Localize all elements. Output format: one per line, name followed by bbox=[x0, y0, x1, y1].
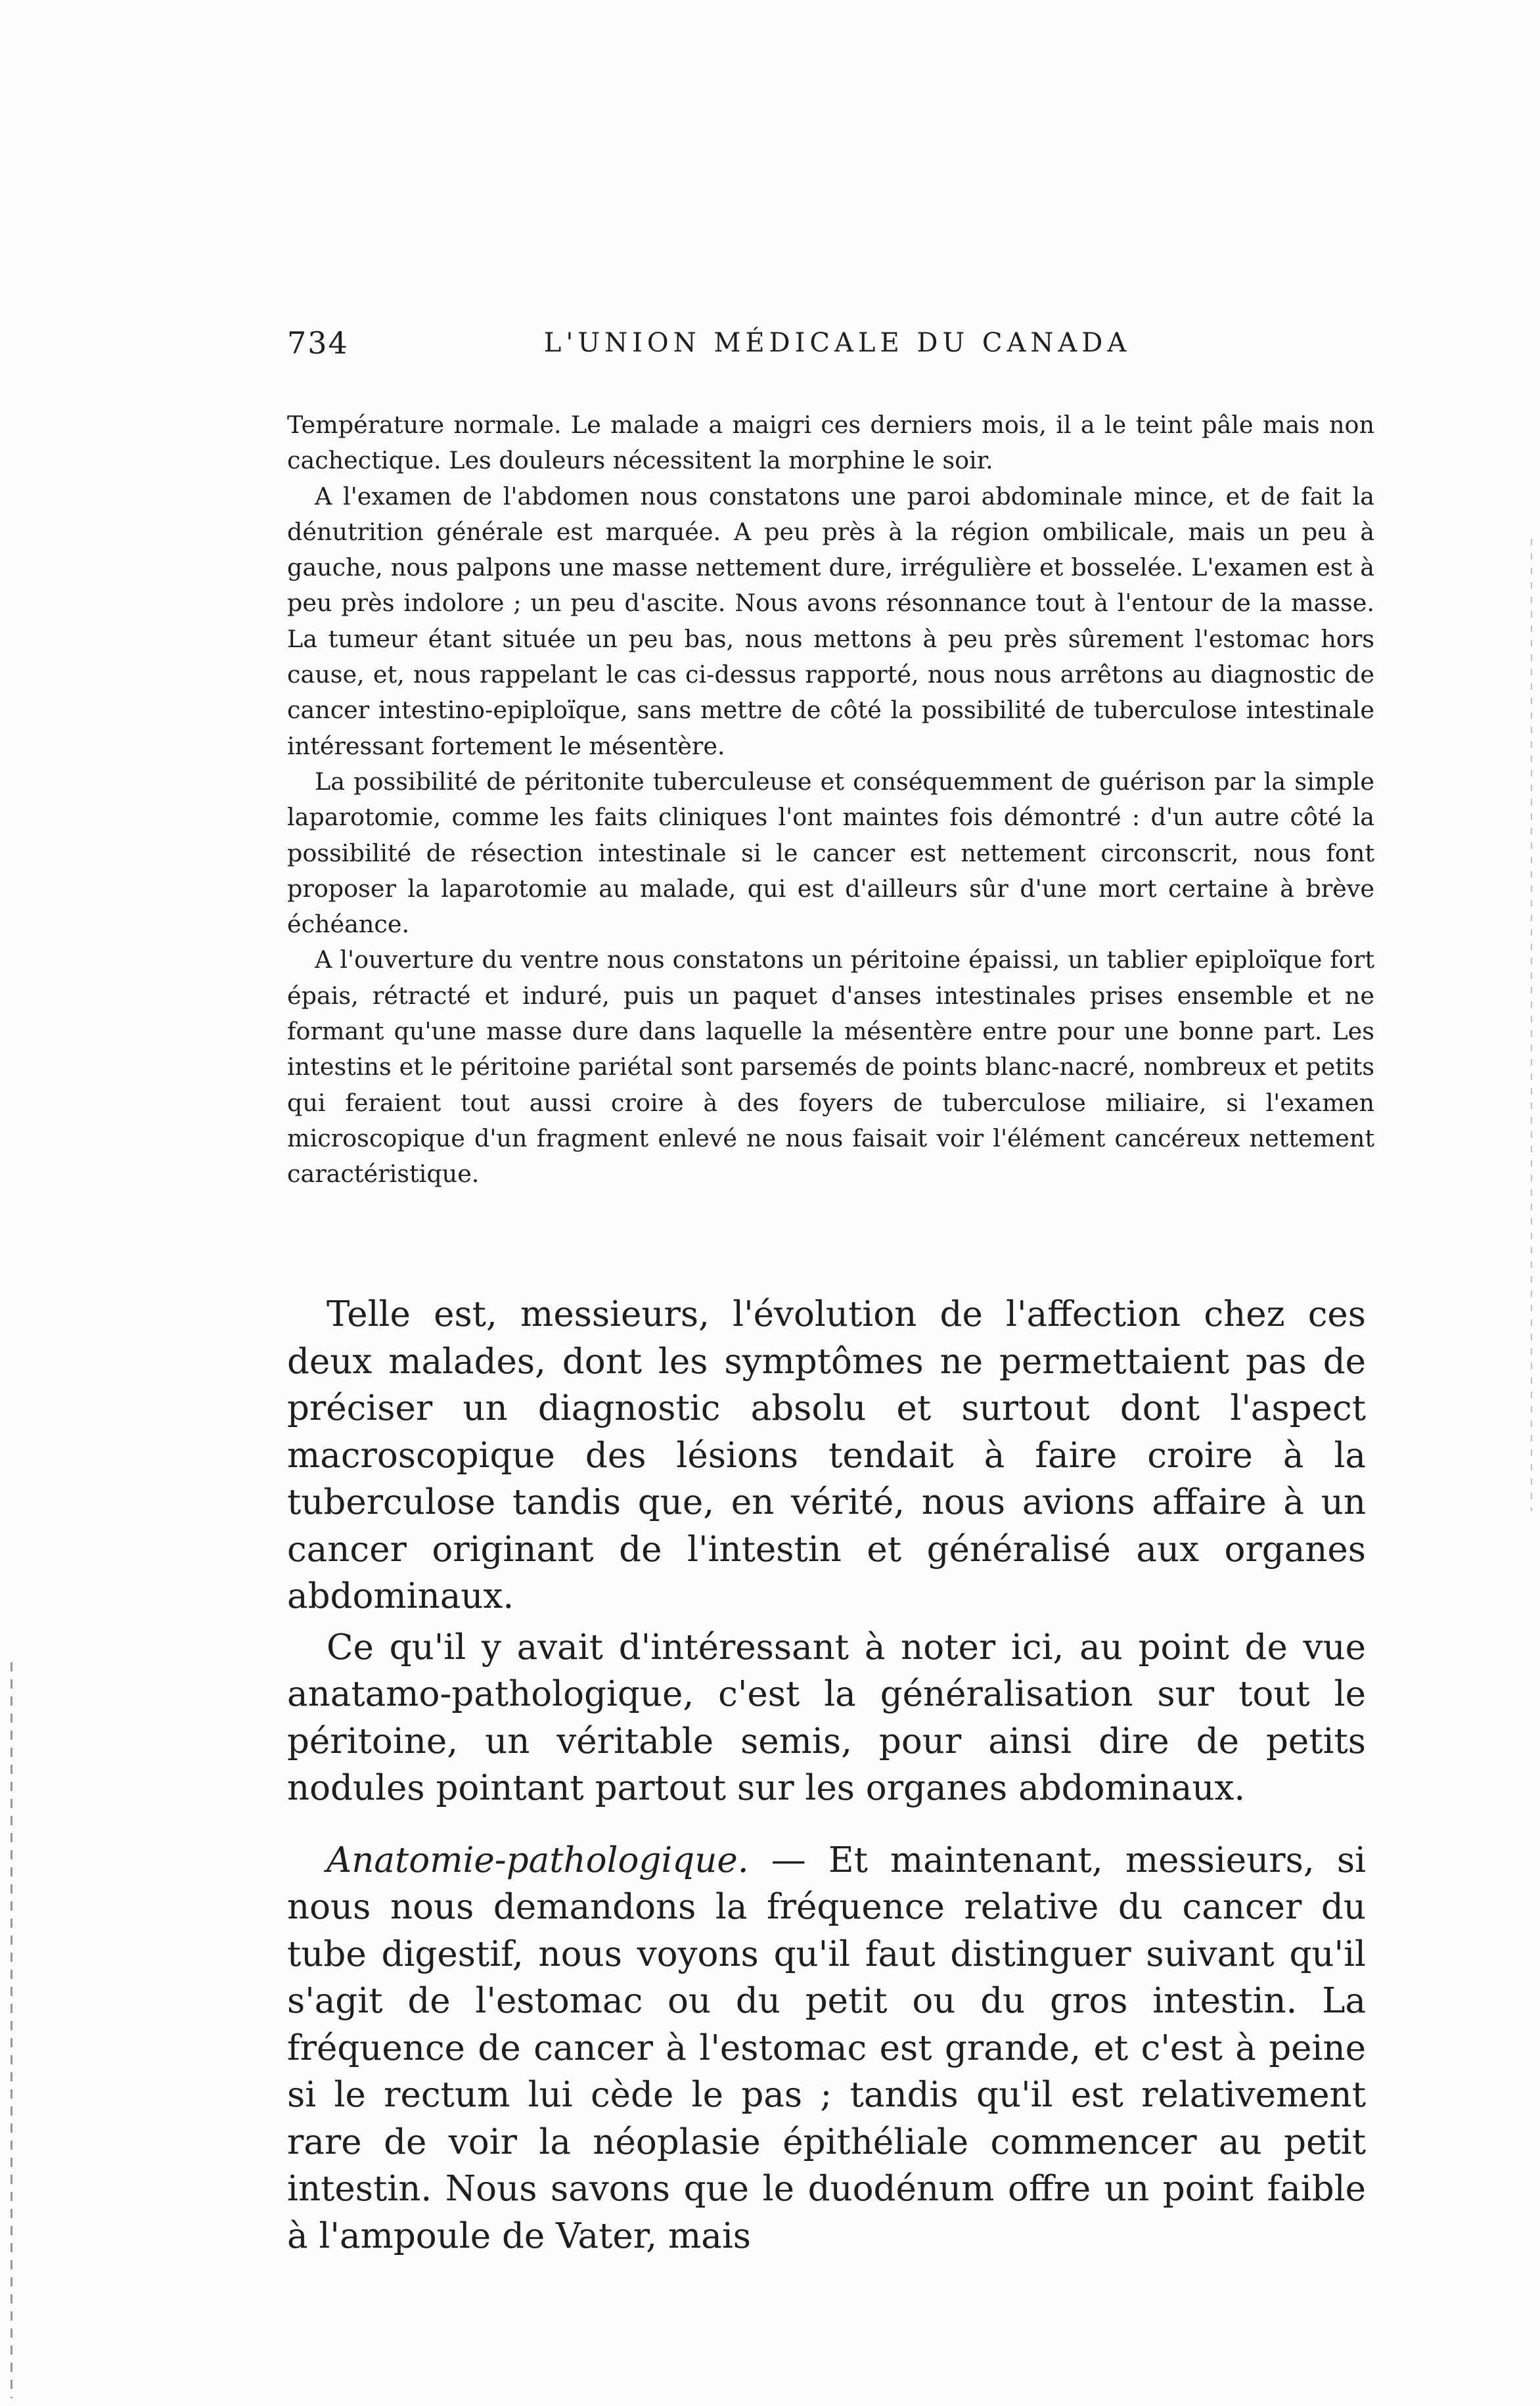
case-report-block bbox=[287, 407, 1374, 1192]
section-heading: Anatomie-pathologique. bbox=[327, 1840, 749, 1880]
main-text-block bbox=[287, 1291, 1366, 2259]
body-paragraph: Ce qu'il y avait d'intéressant à noter ici, au point de vue anatamo-pathologique, c'est la généralisation sur tout le péritoine, un véritable semis, pour ainsi dire de petits nodules pointant partout sur les organes abdominaux. bbox=[287, 1627, 1366, 1808]
section-body: — Et maintenant, messieurs, si nous nous demandons la fréquence relative du cancer du tube digestif, nous voyons qu'il faut distinguer suivant qu'il s'agit de l'estomac ou du petit ou du gros intestin. La fréquence de cancer à l'estomac est grande, et c'est à peine si le rectum lui cède le pas ; tandis qu'il est relativement rare de voir la néoplasie épithéliale commencer au petit intestin. Nous savons que le duodénum offre un point faible à l'ampoule de Vater, mais bbox=[287, 1840, 1366, 2256]
body-paragraph: Telle est, messieurs, l'évolution de l'affection chez ces deux malades, dont les symptômes ne permettaient pas de préciser un diagnostic absolu et surtout dont l'aspect macroscopique des lésions tendait à faire croire à la tuberculose tandis que, en vérité, nous avions affaire à un cancer originant de l'intestin et généralisé aux organes abdominaux. bbox=[287, 1294, 1366, 1616]
case-paragraph: La possibilité de péritonite tuberculeuse et conséquemment de guérison par la simple laparotomie, comme les faits cliniques l'ont maintes fois démontré : d'un autre côté la possibilité de résection intestinale si le cancer est nettement circonscrit, nous font proposer la laparotomie au malade, qui est d'ailleurs sûr d'une mort certaine à brève échéance. bbox=[287, 767, 1374, 939]
scan-edge-artifact bbox=[1531, 539, 1532, 1511]
body-paragraph bbox=[287, 1837, 1366, 2260]
case-paragraph: A l'ouverture du ventre nous constatons un péritoine épaissi, un tablier epiploïque fort épais, rétracté et induré, puis un paquet d'anses intestinales prises ensemble et ne formant qu'une masse dure dans laquelle la mésentère entre pour une bonne part. Les intestins et le péritoine pariétal sont parsemés de points blanc-nacré, nombreux et petits qui feraient tout aussi croire à des foyers de tuberculose miliaire, si l'examen microscopique d'un fragment enlevé ne nous faisait voir l'élément cancéreux nettement caractéristique. bbox=[287, 945, 1374, 1189]
case-paragraph: Température normale. Le malade a maigri ces derniers mois, il a le teint pâle mais non cachectique. Les douleurs nécessitent la morphine le soir. bbox=[287, 411, 1374, 475]
page-number: 734 bbox=[287, 325, 349, 361]
case-paragraph: A l'examen de l'abdomen nous constatons une paroi abdominale mince, et de fait la dénutrition générale est marquée. A peu près à la région ombilicale, mais un peu à gauche, nous palpons une masse nettement dure, irrégulière et bosselée. L'examen est à peu près indolore ; un peu d'ascite. Nous avons résonnance tout à l'entour de la masse. La tumeur étant située un peu bas, nous mettons à peu près sûrement l'estomac hors cause, et, nous rappelant le cas ci-dessus rapporté, nous nous arrêtons au diagnostic de cancer intestino-epiploïque, sans mettre de côté la possibilité de tuberculose intestinale intéressant fortement le mésentère. bbox=[287, 482, 1374, 760]
page-header bbox=[287, 325, 1361, 371]
scan-margin-artifact bbox=[11, 1662, 12, 2398]
running-title: L'UNION MÉDICALE DU CANADA bbox=[543, 328, 1131, 358]
